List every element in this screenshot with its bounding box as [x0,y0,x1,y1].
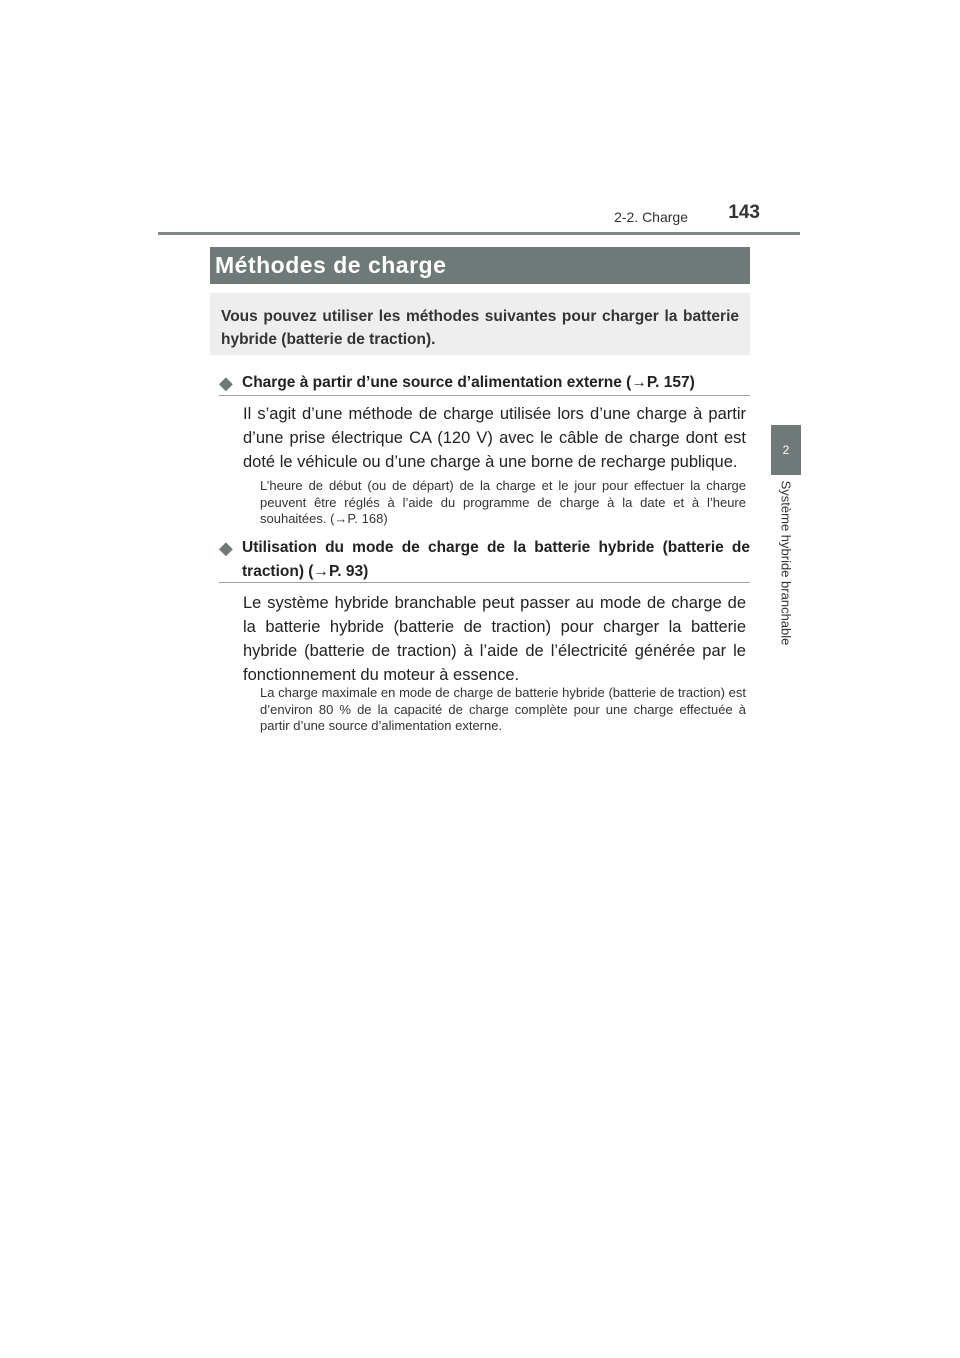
section-heading-text: Utilisation du mode de charge de la batterie hybride (batterie de traction) (→P. 93) [242,539,750,580]
section-note-battery-mode: La charge maximale en mode de charge de batterie hybride (batterie de traction) est d’environ 80 % de la capacité de charge complète pour une charge effectuée à partir d’une source d’alimentation externe. [260,685,746,733]
section-heading-battery-mode [219,536,750,583]
header-rule [158,232,800,235]
chapter-tab-number: 2 [782,443,790,457]
section-heading-external-charge [219,371,750,396]
page-title: Méthodes de charge [215,252,447,278]
section-heading-text: Charge à partir d’une source d’alimentation externe (→P. 157) [242,374,695,391]
section-body-battery-mode: Le système hybride branchable peut passer au mode de charge de la batterie hybride (batterie de traction) pour charger la batterie hybride (batterie de traction) à l’aide de l’électricité générée par le fonctionnement du moteur à essence. [243,594,746,684]
intro-text: Vous pouvez utiliser les méthodes suivantes pour charger la batterie hybride (batterie de traction). [221,308,739,348]
chapter-side-label: Système hybride branchable [778,480,794,646]
section-body-external-charge: Il s’agit d’une méthode de charge utilisée lors d’une charge à partir d’une prise électrique CA (120 V) avec le câble de charge dont est doté le véhicule ou d’une charge à une borne de recharge publique. [243,405,746,471]
intro-box [210,293,750,355]
section-note-external-charge: L’heure de début (ou de départ) de la charge et le jour pour effectuer la charge peuvent être réglés à l’aide du programme de charge à la date et à l’heure souhaitées. (→P. 168) [260,478,746,526]
section-label: 2-2. Charge [614,209,688,225]
diamond-bullet-icon: ◆ [219,538,233,558]
page-number: 143 [728,202,760,223]
title-bar [210,247,750,284]
diamond-bullet-icon: ◆ [219,373,233,393]
chapter-tab [771,425,801,475]
